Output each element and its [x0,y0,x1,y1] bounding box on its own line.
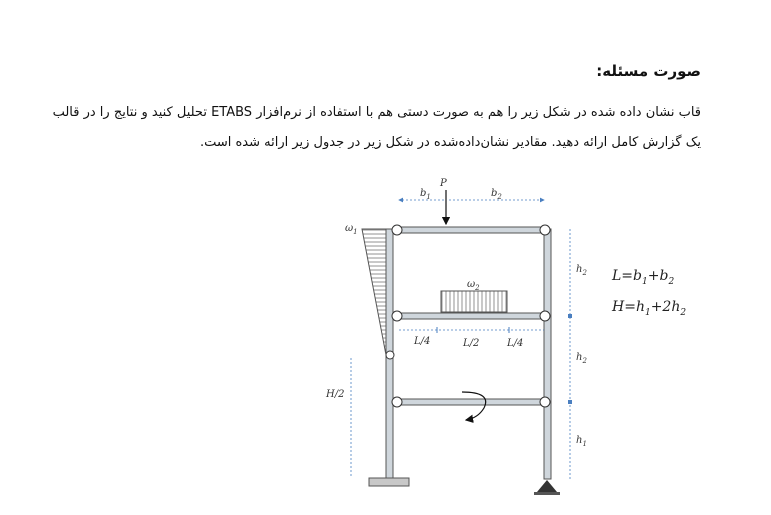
h2-mid-label: $h_2$ [576,352,587,365]
hinge-low-right [540,397,550,407]
paragraph-line-1: قاب نشان داده شده در شکل زیر را هم به صورت دستی هم با استفاده از نرم‌افزار ETABS تحلیل کنید و نتایج را در قالب [52,105,701,120]
omega2-label: $\omega_2$ [467,279,480,292]
h1-label: $h_1$ [576,435,587,448]
problem-heading: صورت مسئله: [596,62,701,80]
middle-beam [397,313,545,319]
l4-left-label: L/4 [414,336,431,347]
right-column [544,229,551,479]
load-p-label: P [440,178,447,189]
b1-label: $b_1$ [420,188,431,201]
fixed-support [369,478,409,486]
hinge-low-left [392,397,402,407]
moment-arrow [462,392,486,420]
hinge-top-right [540,225,550,235]
l4-right-label: L/4 [507,338,524,349]
equation-l: $L=b_1+b_2$ [612,268,675,287]
hinge-top-left [392,225,402,235]
hinge-mid-left [392,311,402,321]
bottom-beam [397,399,545,405]
b2-label: $b_2$ [491,188,502,201]
dim-right-mark-1 [568,314,572,318]
h-half-label: H/2 [326,389,345,400]
pin-support [537,480,557,492]
triangular-load-w1 [362,229,386,355]
hinge-mid-right [540,311,550,321]
h2-top-label: $h_2$ [576,264,587,277]
l2-label: L/2 [463,338,480,349]
omega1-label: $\omega_1$ [345,223,358,236]
equation-h: $H=h_1+2h_2$ [612,299,687,318]
paragraph-line-2: یک گزارش کامل ارائه دهید. مقادیر نشان‌داده‌شده در شکل زیر در جدول زیر ارائه شده است. [199,135,701,150]
top-beam [397,227,545,233]
pin-support-base [534,492,560,495]
hinge-column-load [386,351,394,359]
uniform-load-w2 [441,291,507,312]
dim-right-mark-2 [568,400,572,404]
